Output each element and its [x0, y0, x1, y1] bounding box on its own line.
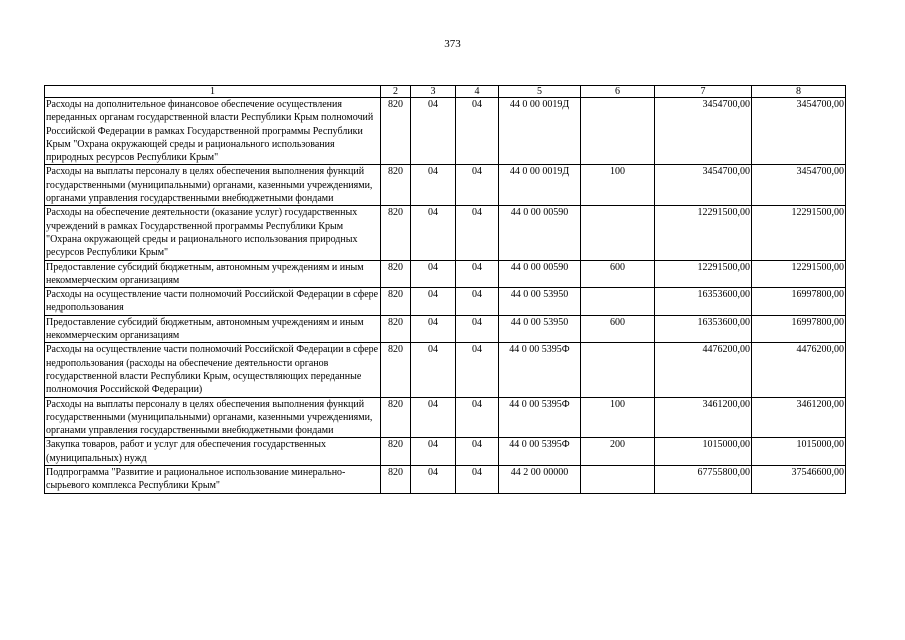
target-article: 44 0 00 0019Д [499, 98, 581, 165]
section-code: 04 [411, 466, 456, 494]
column-header: 5 [499, 86, 581, 98]
column-header: 7 [655, 86, 752, 98]
expense-type [581, 466, 655, 494]
ministry-code: 820 [381, 206, 411, 260]
expense-type: 600 [581, 315, 655, 343]
subsection-code: 04 [456, 206, 499, 260]
section-code: 04 [411, 206, 456, 260]
amount-col8: 3454700,00 [752, 98, 846, 165]
amount-col8: 12291500,00 [752, 260, 846, 288]
ministry-code: 820 [381, 165, 411, 206]
subsection-code: 04 [456, 397, 499, 438]
amount-col7: 67755800,00 [655, 466, 752, 494]
amount-col8: 4476200,00 [752, 343, 846, 397]
expense-type [581, 288, 655, 316]
target-article: 44 0 00 00590 [499, 206, 581, 260]
ministry-code: 820 [381, 397, 411, 438]
subsection-code: 04 [456, 315, 499, 343]
table-row [45, 98, 846, 165]
table-row [45, 206, 846, 260]
amount-col7: 3454700,00 [655, 165, 752, 206]
amount-col7: 1015000,00 [655, 438, 752, 466]
section-code: 04 [411, 98, 456, 165]
subsection-code: 04 [456, 288, 499, 316]
target-article: 44 0 00 00590 [499, 260, 581, 288]
ministry-code: 820 [381, 315, 411, 343]
table-row [45, 315, 846, 343]
row-name: Расходы на дополнительное финансовое обеспечение осуществления переданных органам государственной власти Республики Крым полномочий Российской Федерации в рамках Государственной программы Республики Крым "Охрана окружающей среды и рационального использования природных ресурсов Республики Крым" [45, 98, 381, 165]
table-row [45, 343, 846, 397]
ministry-code: 820 [381, 98, 411, 165]
expense-type: 600 [581, 260, 655, 288]
ministry-code: 820 [381, 438, 411, 466]
column-header: 2 [381, 86, 411, 98]
row-name: Расходы на осуществление части полномочий Российской Федерации в сфере недропользования [45, 288, 381, 316]
row-name: Подпрограмма "Развитие и рациональное использование минерально-сырьевого комплекса Республики Крым" [45, 466, 381, 494]
page-number: 373 [444, 38, 461, 50]
row-name: Расходы на осуществление части полномочий Российской Федерации в сфере недропользования (расходы на обеспечение деятельности органов государственной власти Республики Крым, осуществляющих переданные полномочия Российской Федерации) [45, 343, 381, 397]
amount-col7: 3454700,00 [655, 98, 752, 165]
subsection-code: 04 [456, 165, 499, 206]
subsection-code: 04 [456, 98, 499, 165]
expense-type [581, 206, 655, 260]
amount-col8: 3461200,00 [752, 397, 846, 438]
section-code: 04 [411, 165, 456, 206]
section-code: 04 [411, 260, 456, 288]
amount-col7: 3461200,00 [655, 397, 752, 438]
expense-type: 100 [581, 397, 655, 438]
table-row [45, 260, 846, 288]
subsection-code: 04 [456, 466, 499, 494]
target-article: 44 0 00 5395Ф [499, 343, 581, 397]
target-article: 44 0 00 5395Ф [499, 438, 581, 466]
subsection-code: 04 [456, 343, 499, 397]
expense-type [581, 343, 655, 397]
amount-col7: 12291500,00 [655, 260, 752, 288]
section-code: 04 [411, 315, 456, 343]
column-header: 3 [411, 86, 456, 98]
amount-col8: 16997800,00 [752, 288, 846, 316]
ministry-code: 820 [381, 343, 411, 397]
table-row [45, 165, 846, 206]
amount-col7: 16353600,00 [655, 288, 752, 316]
target-article: 44 0 00 53950 [499, 288, 581, 316]
row-name: Закупка товаров, работ и услуг для обеспечения государственных (муниципальных) нужд [45, 438, 381, 466]
table-row [45, 288, 846, 316]
column-header: 6 [581, 86, 655, 98]
expense-type: 100 [581, 165, 655, 206]
section-code: 04 [411, 343, 456, 397]
section-code: 04 [411, 438, 456, 466]
expense-type [581, 98, 655, 165]
table-row [45, 466, 846, 494]
section-code: 04 [411, 397, 456, 438]
table-row [45, 438, 846, 466]
amount-col7: 12291500,00 [655, 206, 752, 260]
amount-col8: 16997800,00 [752, 315, 846, 343]
row-name: Предоставление субсидий бюджетным, автономным учреждениям и иным некоммерческим организациям [45, 315, 381, 343]
column-header: 1 [45, 86, 381, 98]
amount-col7: 4476200,00 [655, 343, 752, 397]
column-header: 4 [456, 86, 499, 98]
amount-col8: 3454700,00 [752, 165, 846, 206]
ministry-code: 820 [381, 466, 411, 494]
table-row [45, 397, 846, 438]
target-article: 44 0 00 53950 [499, 315, 581, 343]
amount-col7: 16353600,00 [655, 315, 752, 343]
subsection-code: 04 [456, 438, 499, 466]
row-name: Расходы на выплаты персоналу в целях обеспечения выполнения функций государственными (муниципальными) органами, казенными учреждениями, органами управления государственными внебюджетными фондами [45, 397, 381, 438]
expense-type: 200 [581, 438, 655, 466]
row-name: Предоставление субсидий бюджетным, автономным учреждениям и иным некоммерческим организациям [45, 260, 381, 288]
header-row [45, 86, 846, 98]
amount-col8: 12291500,00 [752, 206, 846, 260]
ministry-code: 820 [381, 260, 411, 288]
row-name: Расходы на выплаты персоналу в целях обеспечения выполнения функций государственными (муниципальными) органами, казенными учреждениями, органами управления государственными внебюджетными фондами [45, 165, 381, 206]
subsection-code: 04 [456, 260, 499, 288]
target-article: 44 2 00 00000 [499, 466, 581, 494]
row-name: Расходы на обеспечение деятельности (оказание услуг) государственных учреждений в рамках Государственной программы Республики Крым "Охрана окружающей среды и рационального использования природных ресурсов Республики Крым" [45, 206, 381, 260]
target-article: 44 0 00 0019Д [499, 165, 581, 206]
amount-col8: 1015000,00 [752, 438, 846, 466]
target-article: 44 0 00 5395Ф [499, 397, 581, 438]
section-code: 04 [411, 288, 456, 316]
budget-table [44, 85, 846, 494]
column-header: 8 [752, 86, 846, 98]
ministry-code: 820 [381, 288, 411, 316]
amount-col8: 37546600,00 [752, 466, 846, 494]
